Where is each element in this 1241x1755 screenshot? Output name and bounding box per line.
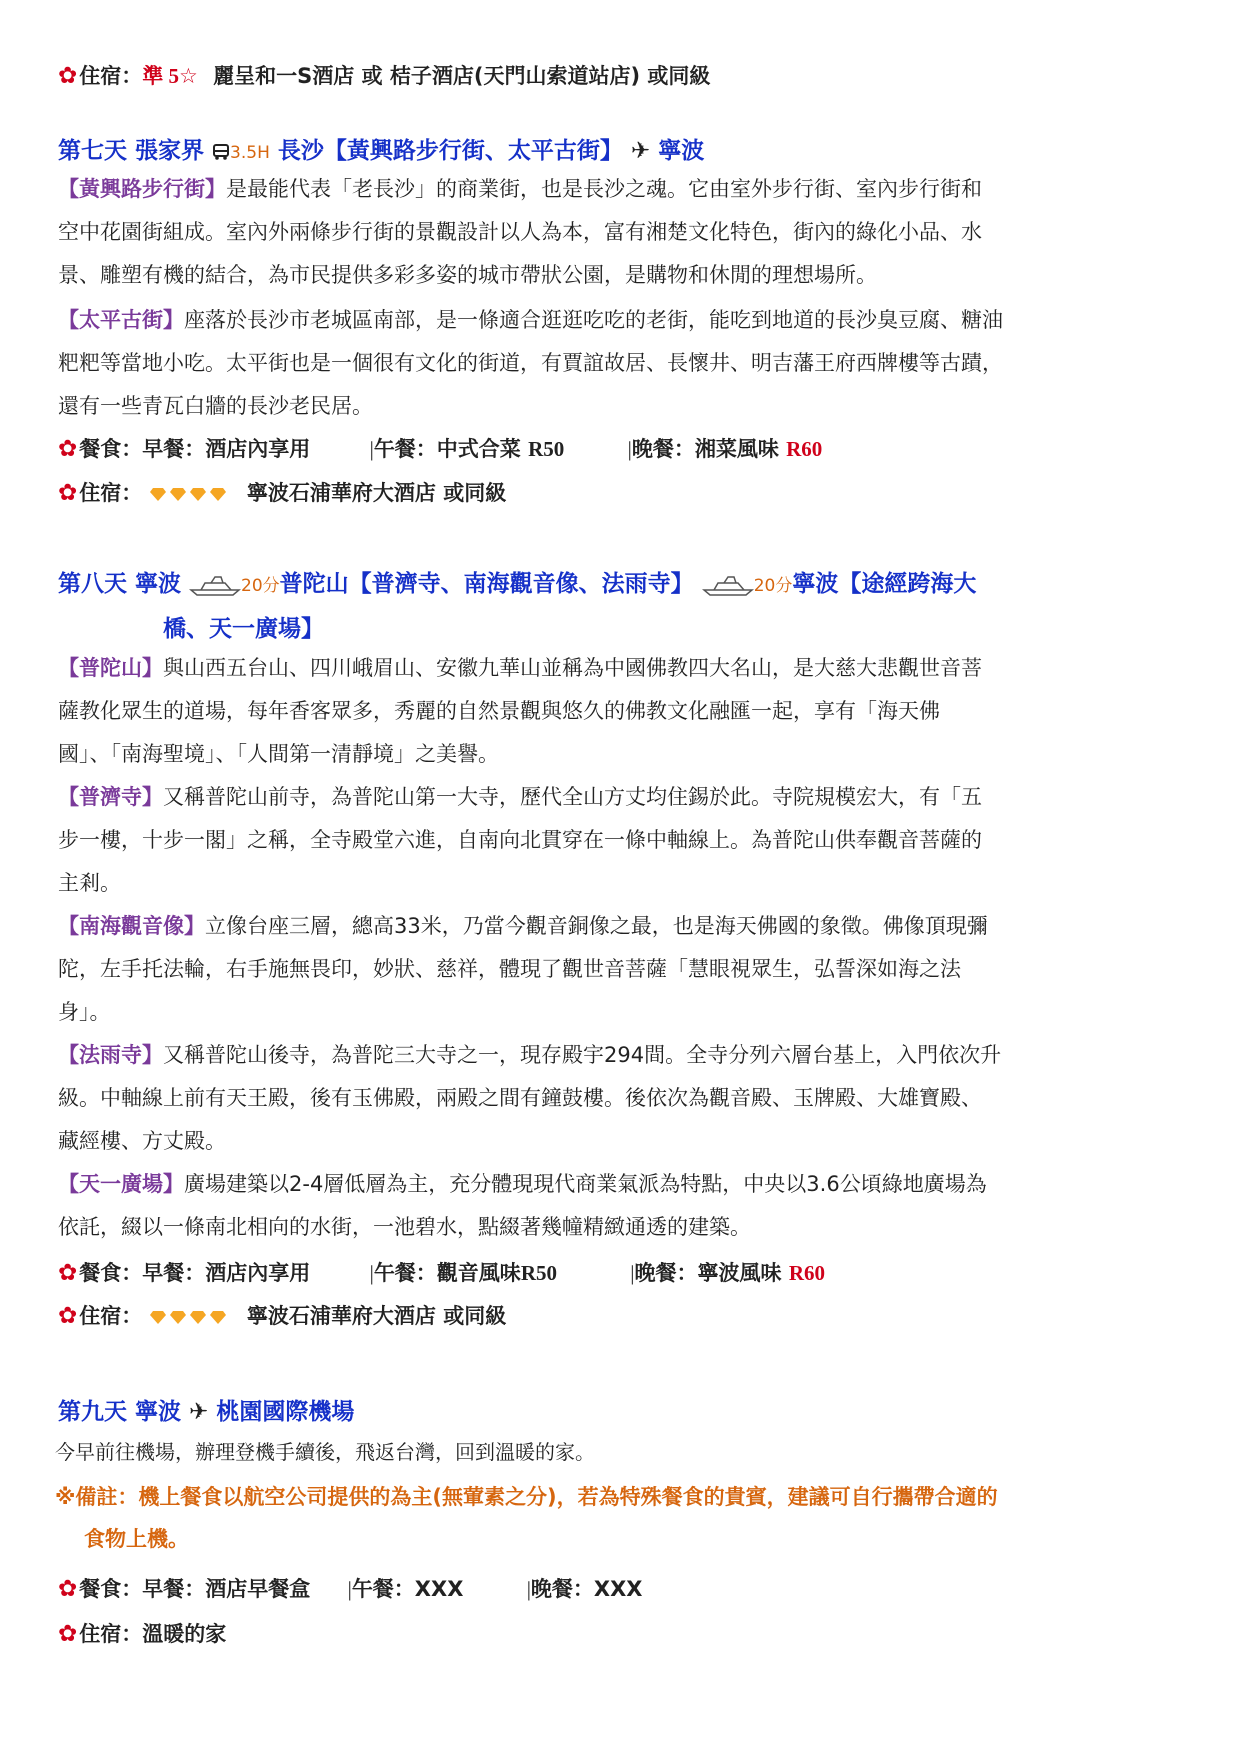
hotel-name: 寧波石浦華府大酒店 或同級 xyxy=(246,1304,507,1328)
dinner: 晚餐：湘菜風味 xyxy=(631,437,779,461)
site-text-line: 依託，綴以一條南北相向的水街，一池碧水，點綴著幾幢精緻通透的建築。 xyxy=(58,1215,751,1239)
airplane-icon: ✈ xyxy=(630,138,651,164)
site-text-line: 又稱普陀山前寺，為普陀山第一大寺，歷代全山方丈均住錫於此。寺院規模宏大，有「五 xyxy=(163,785,982,809)
diamond-rating-icon xyxy=(150,481,237,505)
day9-title-start: 第九天 寧波 xyxy=(58,1399,182,1425)
stay-label: 住宿： xyxy=(79,1304,143,1328)
day9-title xyxy=(58,1393,354,1426)
day9-stay-line xyxy=(58,1618,226,1648)
site-name: 【天一廣場】 xyxy=(58,1172,184,1196)
site-text-line: 薩教化眾生的道場，每年香客眾多，秀麗的自然景觀與悠久的佛教文化融匯一起，享有「海天佛 xyxy=(58,699,940,723)
day8-descriptions xyxy=(58,647,1208,1249)
divider: | xyxy=(627,437,632,461)
lunch: 午餐：中式合菜 xyxy=(373,437,521,461)
site-paragraph xyxy=(58,647,1208,690)
day9-meal-line xyxy=(58,1573,643,1603)
dinner: 晚餐：XXX xyxy=(530,1577,643,1601)
day8-duration-2: 20分 xyxy=(753,576,793,596)
airplane-icon: ✈ xyxy=(189,1399,209,1425)
flower-bullet-icon: ✿ xyxy=(58,1260,78,1286)
site-paragraph xyxy=(58,905,1208,948)
site-text-line: 步一樓，十步一閣」之稱，全寺殿堂六進，自南向北貫穿在一條中軸線上。為普陀山供奉觀音菩薩的 xyxy=(58,828,982,852)
site-text-line: 主剎。 xyxy=(58,871,121,895)
dinner: 晚餐：寧波風味 xyxy=(634,1261,782,1285)
bus-icon xyxy=(212,143,230,161)
divider: | xyxy=(526,1577,531,1601)
day8-title-continued: 橋、天一廣場】 xyxy=(163,616,324,642)
lunch-price: R50 xyxy=(520,1261,557,1285)
lunch-price: R50 xyxy=(528,437,565,461)
day7-title-start: 第七天 張家界 xyxy=(58,138,205,164)
site-name: 【黃興路步行街】 xyxy=(58,177,226,201)
day8-duration-1: 20分 xyxy=(241,576,280,596)
day9-description: 今早前往機場，辦理登機手續後，飛返台灣，回到溫暖的家。 xyxy=(55,1440,595,1464)
meal-label: 餐食： xyxy=(79,1577,143,1601)
site-text-line: 又稱普陀山後寺，為普陀三大寺之一，現存殿宇294間。全寺分列六層台基上，入門依次升 xyxy=(163,1043,1002,1067)
note-line-1: ※備註：機上餐食以航空公司提供的為主(無葷素之分)，若為特殊餐食的貴賓，建議可自行攜帶合適的 xyxy=(55,1485,998,1509)
site-text-line: 座落於長沙市老城區南部，是一條適合逛逛吃吃的老街，能吃到地道的長沙臭豆腐、糖油 xyxy=(184,308,1003,332)
dinner-price: R60 xyxy=(788,1261,825,1285)
site-text-line: 藏經樓、方丈殿。 xyxy=(58,1129,226,1153)
site-name: 【南海觀音像】 xyxy=(58,914,205,938)
day7-stay-line xyxy=(58,477,506,507)
flower-bullet-icon: ✿ xyxy=(58,1621,78,1647)
site-text-line: 廣場建築以2-4層低層為主，充分體現現代商業氣派為特點，中央以3.6公頃綠地廣場為 xyxy=(184,1172,987,1196)
site-text-line: 空中花園街組成。室內外兩條步行街的景觀設計以人為本，富有湘楚文化特色，街內的綠化小品、水 xyxy=(58,220,982,244)
site-paragraph xyxy=(58,299,1208,342)
site-paragraph xyxy=(58,776,1208,819)
site-text-line: 是最能代表「老長沙」的商業街，也是長沙之魂。它由室外步行街、室內步行街和 xyxy=(226,177,982,201)
site-text-line: 陀，左手托法輪，右手施無畏印，妙狀、慈祥，體現了觀世音菩薩「慧眼視眾生，弘誓深如海之法 xyxy=(58,957,961,981)
star-icon: ☆ xyxy=(179,64,198,88)
site-paragraph xyxy=(58,1034,1208,1077)
site-text-line: 立像台座三層，總高33米，乃當今觀音銅像之最，也是海天佛國的象徵。佛像頂現彌 xyxy=(205,914,988,938)
site-text-line: 還有一些青瓦白牆的長沙老民居。 xyxy=(58,394,373,418)
site-name: 【法雨寺】 xyxy=(58,1043,163,1067)
day8-title-end: 寧波【途經跨海大 xyxy=(792,571,977,597)
site-text-line: 景、雕塑有機的結合，為市民提供多彩多姿的城市帶狀公園，是購物和休閒的理想場所。 xyxy=(58,263,877,287)
site-text-line: 與山西五台山、四川峨眉山、安徽九華山並稱為中國佛教四大名山，是大慈大悲觀世音菩 xyxy=(163,656,982,680)
day7-title-middle: 長沙【黃興路步行街、太平古街】 xyxy=(277,138,623,164)
flower-bullet-icon: ✿ xyxy=(58,63,78,89)
stay-label: 住宿：溫暖的家 xyxy=(79,1622,227,1646)
hotel-grade: 準 5 xyxy=(142,64,180,88)
site-paragraph xyxy=(58,1163,1208,1206)
meal-label: 餐食： xyxy=(79,437,143,461)
flower-bullet-icon: ✿ xyxy=(58,1576,78,1602)
stay-label: 住宿： xyxy=(79,64,143,88)
site-text-line: 粑粑等當地小吃。太平街也是一個很有文化的街道，有賈誼故居、長懷井、明吉藩王府西牌樓等古蹟， xyxy=(58,351,1003,375)
lunch: 午餐：XXX xyxy=(351,1577,464,1601)
flower-bullet-icon: ✿ xyxy=(58,436,78,462)
hotel-name: 寧波石浦華府大酒店 或同級 xyxy=(246,481,507,505)
divider: | xyxy=(347,1577,352,1601)
day7-descriptions xyxy=(58,168,1208,428)
divider: | xyxy=(630,1261,635,1285)
breakfast: 早餐：酒店內享用 xyxy=(142,437,311,461)
stay-label: 住宿： xyxy=(79,481,143,505)
stay-line-day6 xyxy=(58,60,710,90)
breakfast: 早餐：酒店內享用 xyxy=(142,1261,311,1285)
site-name: 【太平古街】 xyxy=(58,308,184,332)
dinner-price: R60 xyxy=(786,437,823,461)
site-text-line: 身」。 xyxy=(58,1000,111,1024)
day8-title-middle: 普陀山【普濟寺、南海觀音像、法雨寺】 xyxy=(279,571,694,597)
diamond-rating-icon xyxy=(150,1304,237,1328)
day7-title-end: 寧波 xyxy=(658,138,705,164)
ferry-icon xyxy=(702,574,754,596)
divider: | xyxy=(369,437,374,461)
day8-title xyxy=(58,565,976,598)
ferry-icon xyxy=(189,574,241,596)
hotel-name: 麗呈和一S酒店 或 桔子酒店(天門山索道站店) 或同級 xyxy=(213,64,711,88)
day8-stay-line xyxy=(58,1300,506,1330)
note-line-2: 食物上機。 xyxy=(84,1527,189,1551)
site-text-line: 國」、「南海聖境」、「人間第一清靜境」之美譽。 xyxy=(58,742,499,766)
breakfast: 早餐：酒店早餐盒 xyxy=(142,1577,311,1601)
day7-title xyxy=(58,132,704,165)
lunch: 午餐：觀音風味 xyxy=(373,1261,521,1285)
site-name: 【普陀山】 xyxy=(58,656,163,680)
flower-bullet-icon: ✿ xyxy=(58,480,78,506)
site-text-line: 級。中軸線上前有天王殿，後有玉佛殿，兩殿之間有鐘鼓樓。後依次為觀音殿、玉牌殿、大雄寶殿、 xyxy=(58,1086,982,1110)
day7-duration: 3.5H xyxy=(230,143,270,163)
flower-bullet-icon: ✿ xyxy=(58,1303,78,1329)
day8-title-start: 第八天 寧波 xyxy=(58,571,182,597)
meal-label: 餐食： xyxy=(79,1261,143,1285)
day9-title-end: 桃園國際機場 xyxy=(216,1399,355,1425)
day8-meal-line xyxy=(58,1257,825,1287)
divider: | xyxy=(369,1261,374,1285)
site-paragraph xyxy=(58,168,1208,211)
site-name: 【普濟寺】 xyxy=(58,785,163,809)
day7-meal-line xyxy=(58,433,822,463)
